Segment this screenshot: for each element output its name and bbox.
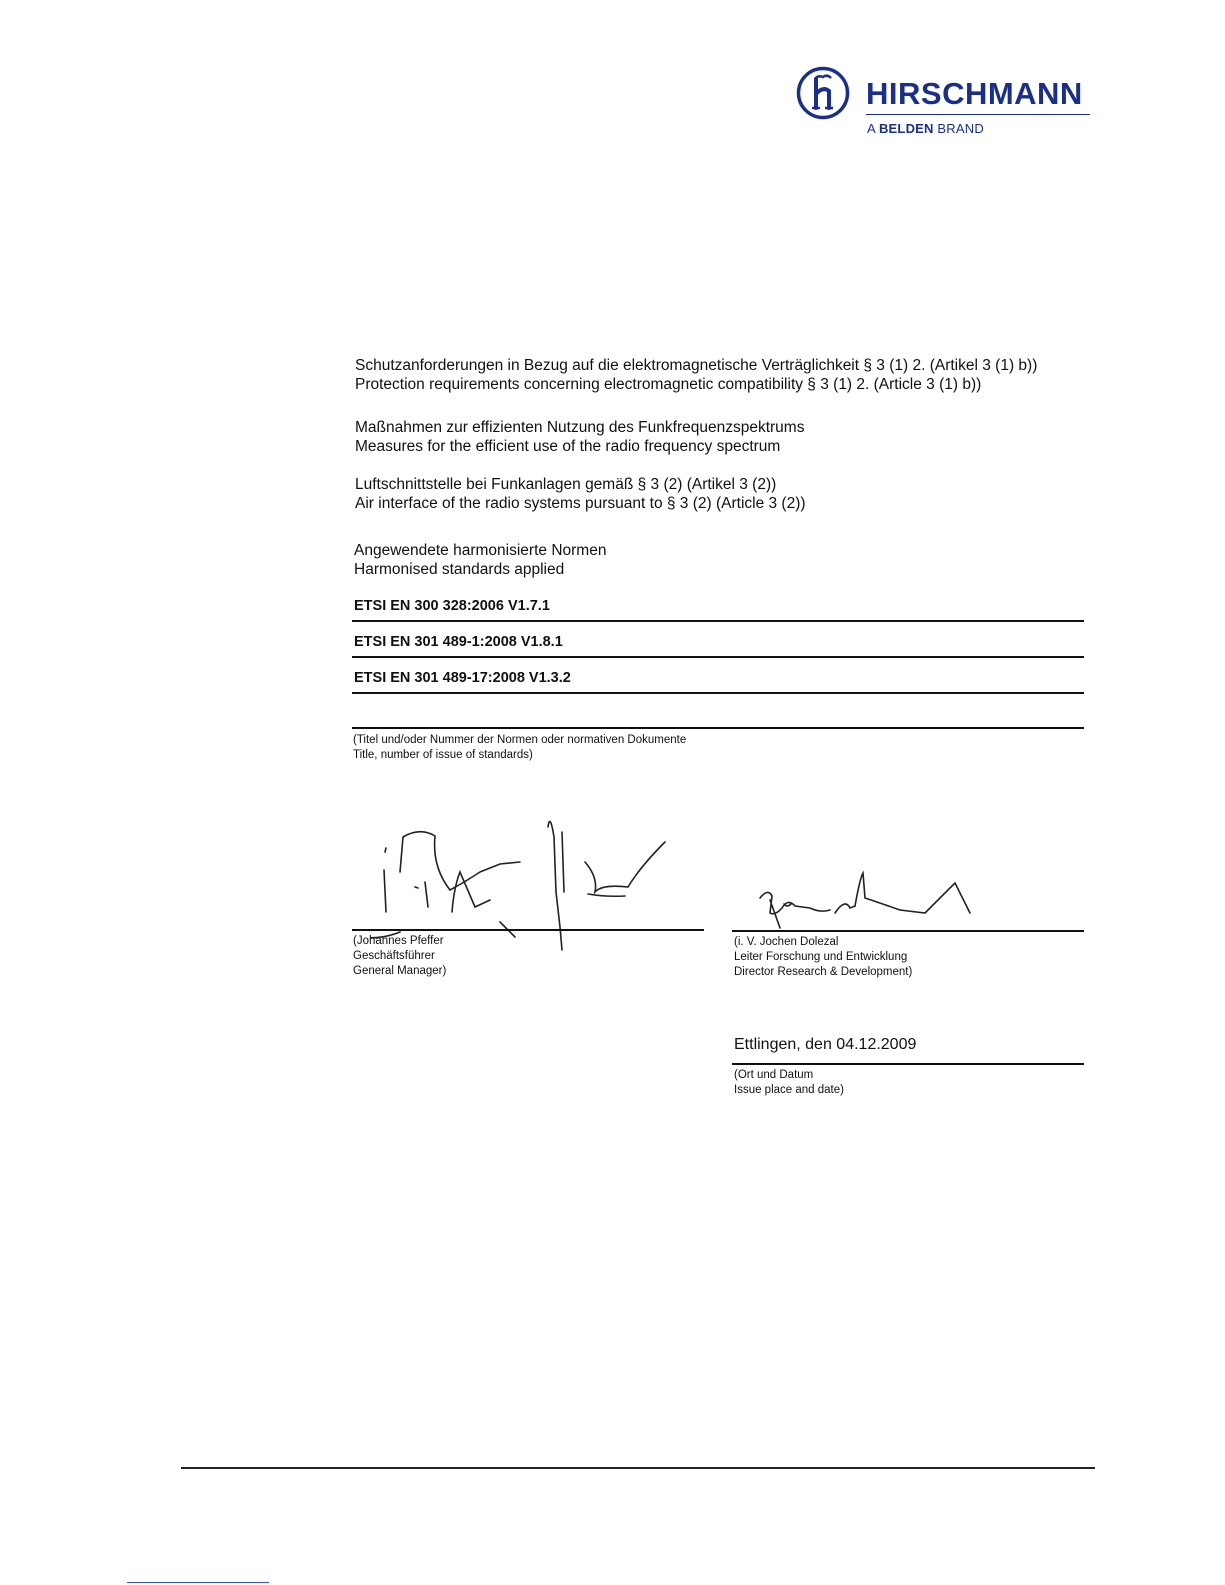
hirschmann-logo [796,66,1096,141]
bottom-link-underline [127,1582,269,1583]
standards-heading-de: Angewendete harmonisierte Normen [354,542,607,559]
logo-brand-prefix: A [867,121,879,136]
standard-underline [352,692,1084,694]
standard-underline [352,656,1084,658]
signature-line [732,930,1084,932]
logo-brand-line [867,121,984,136]
signature-line [352,929,704,931]
signatory-title-de: Leiter Forschung und Entwicklung [734,951,908,963]
standards-heading-en: Harmonised standards applied [354,561,565,578]
signatory-title-en: Director Research & Development) [734,966,913,978]
signatory-title-en: General Manager) [353,965,447,977]
place-date-caption-de: (Ort und Datum [734,1069,814,1081]
requirement-de: Maßnahmen zur effizienten Nutzung des Funkfrequenzspektrums [355,419,805,436]
place-date-line [732,1063,1084,1065]
requirement-en: Measures for the efficient use of the radio frequency spectrum [355,438,781,455]
requirement-de: Schutzanforderungen in Bezug auf die elektromagnetische Verträglichkeit § 3 (1) 2. (Artikel 3 (1) b)) [355,357,1038,374]
standards-caption: (Titel und/oder Nummer der Normen oder normativen Dokumente [353,734,687,746]
footer-divider [181,1467,1095,1469]
standard-underline [352,620,1084,622]
place-date-caption-en: Issue place and date) [734,1084,844,1096]
standards-caption-line [352,727,1084,729]
requirement-de: Luftschnittstelle bei Funkanlagen gemäß § 3 (2) (Artikel 3 (2)) [355,476,777,493]
standard-item: ETSI EN 301 489-17:2008 V1.3.2 [354,670,571,686]
signatory-name: (Johannes Pfeffer [353,935,444,947]
logo-brand-suffix: BRAND [933,121,984,136]
requirement-en: Protection requirements concerning electromagnetic compatibility § 3 (1) 2. (Article 3 (1) b)) [355,376,982,393]
logo-divider [866,114,1090,115]
logo-brand-bold: BELDEN [878,121,934,136]
signatory-title-de: Geschäftsführer [353,950,435,962]
signature-pfeffer-image [370,812,690,952]
place-date-value: Ettlingen, den 04.12.2009 [734,1036,917,1053]
standard-item: ETSI EN 301 489-1:2008 V1.8.1 [354,634,563,650]
signatory-name: (i. V. Jochen Dolezal [734,936,839,948]
hirschmann-emblem-icon [796,66,850,120]
standards-caption: Title, number of issue of standards) [353,749,533,761]
requirement-en: Air interface of the radio systems pursuant to § 3 (2) (Article 3 (2)) [355,495,806,512]
standard-item: ETSI EN 300 328:2006 V1.7.1 [354,598,550,614]
logo-name: HIRSCHMANN [866,76,1083,111]
